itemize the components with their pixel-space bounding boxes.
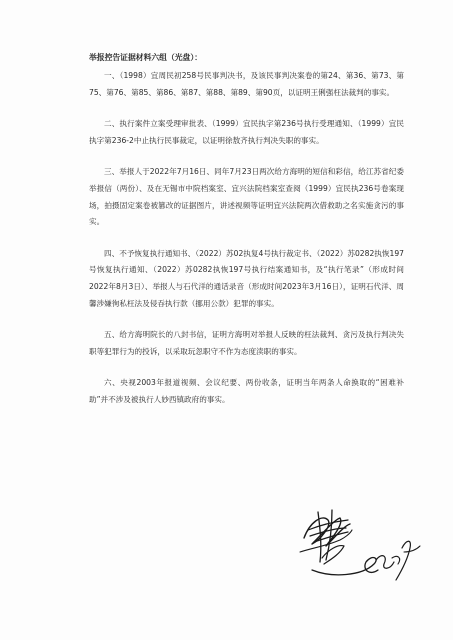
evidence-item-3: 三、举报人于2022年7月16日、同年7月23日两次给方海明的短信和彩信，给江苏省纪委举报信（两份）、及在无锡市中院档案室、宜兴法院档案室查阅（1999）宜民执236号卷案现场，拍摄固定案卷被篡改的证据图片，讲述视频等证明宜兴法院两次借救助之名实施贪污的事实。: [89, 166, 404, 227]
document-body: [89, 50, 404, 424]
evidence-item-1: 一、（1998）宜周民初258号民事判决书，及该民事判决案卷的第24、第36、第73、第75、第76、第85、第86、第87、第88、第89、第90页，以证明王俐强枉法裁判的事实。: [89, 70, 404, 97]
handwritten-signature: [292, 500, 427, 595]
evidence-item-2: 二、执行案件立案受理审批表、（1999）宜民执字第236号执行受理通知、（1999）宜民执字第236-2中止执行民事裁定，以证明徐敖齐执行判决失职的事实。: [89, 118, 404, 145]
document-heading: 举报控告证据材料六组（光盘）：: [89, 53, 203, 62]
evidence-item-4: 四、不予恢复执行通知书、（2022）苏02执复4号执行裁定书、（2022）苏0282执恢197号恢复执行通知、（2022）苏0282执恢197号执行结案通知书，及“执行笔录”（形成时间2022年8月3日）、举报人与石代洋的通话录音（形成时间2023年3月16日），证明石代洋、周馨涉嫌徇私枉法及侵吞执行款（挪用公款）犯罪的事实。: [89, 248, 404, 309]
evidence-item-6: 六、央视2003年报道视频、会议纪要、两份收条，证明当年两条人命换取的“困难补助”并不涉及被执行人妙西镇政府的事实。: [89, 378, 404, 405]
evidence-item-5: 五、给方海明院长的八封书信，证明方海明对举报人反映的枉法裁判、贪污及执行判决失职等犯罪行为的投诉，以采取玩忽职守不作为态度渎职的事实。: [89, 330, 404, 357]
